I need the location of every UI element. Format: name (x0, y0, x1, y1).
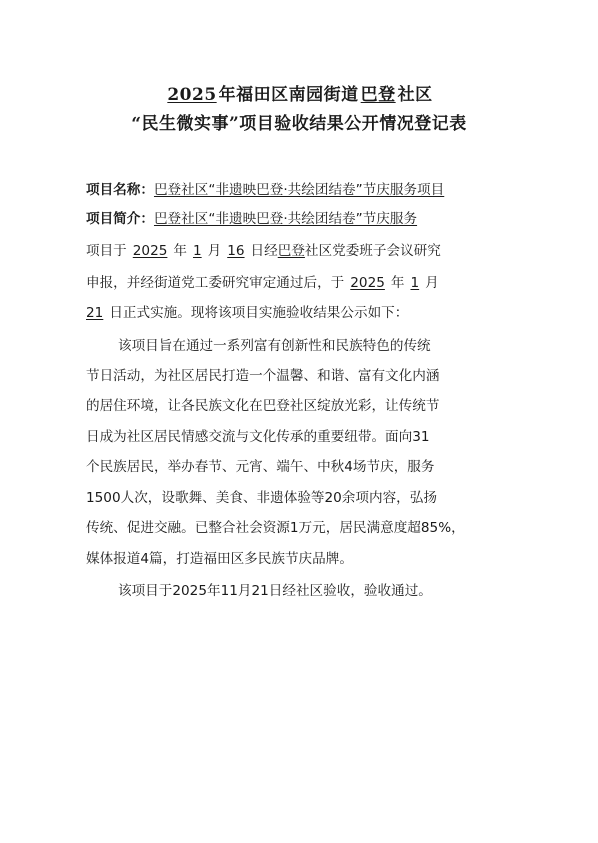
text-segment: 日经 (250, 243, 278, 259)
start-day: 16 (227, 243, 245, 259)
project-date-line (86, 239, 441, 259)
body-line: 媒体报道4篇，打造福田区多民族节庆品牌。 (86, 551, 353, 567)
conclusion-line: 该项目于2025年11月21日经社区验收，验收通过。 (118, 583, 432, 599)
title-part1: 年福田区南园街道 (218, 85, 359, 105)
project-intro-row (86, 207, 417, 227)
body-line: 的居住环境，让各民族文化在巴登社区绽放光彩，让传统节 (86, 398, 440, 414)
text-segment: 年 (390, 275, 405, 291)
body-line: 日成为社区居民情感交流与文化传承的重要纽带。面向31 (86, 429, 430, 445)
approval-line (86, 271, 439, 291)
implementation-line (86, 301, 408, 321)
project-name-value: 巴登社区“非遗映巴登·共绘团结卷”节庆服务项目 (153, 182, 445, 198)
text-segment: 月 (425, 275, 439, 291)
title-year: 2025 (167, 85, 217, 105)
body-line: 个民族居民，举办春节、元宵、端午、中秋4场节庆，服务 (86, 459, 435, 475)
impl-day: 21 (86, 305, 104, 321)
body-line: 该项目旨在通过一系列富有创新性和民族特色的传统 (118, 338, 431, 354)
project-name-row (86, 178, 444, 198)
impl-year: 2025 (350, 275, 385, 291)
body-line: 1500人次，设歌舞、美食、非遗体验等20余项内容，弘扬 (86, 490, 437, 506)
project-intro-value: 巴登社区“非遗映巴登·共绘团结卷”节庆服务 (153, 211, 418, 227)
title-line-2: “民生微实事”项目验收结果公开情况登记表 (131, 114, 467, 134)
start-month: 1 (192, 243, 202, 259)
start-year: 2025 (132, 243, 168, 259)
body-line: 传统、促进交融。已整合社会资源1万元，居民满意度超85%， (86, 520, 465, 536)
text-segment: 年 (173, 243, 187, 259)
text-segment: 月 (207, 243, 222, 259)
text-segment: 社区党委班子会议研究 (304, 243, 441, 259)
text-segment: 项目于 (86, 243, 127, 259)
title-community: 巴登 (360, 85, 396, 105)
title-part2: 社区 (397, 85, 433, 105)
project-name-label: 项目名称： (86, 182, 154, 198)
project-intro-label: 项目简介： (86, 211, 154, 227)
community-name: 巴登 (277, 243, 305, 259)
body-line: 节日活动，为社区居民打造一个温馨、和谐、富有文化内涵 (86, 368, 440, 384)
text-segment: 申报，并经街道党工委研究审定通过后，于 (86, 275, 345, 291)
title-line-1 (0, 80, 598, 105)
impl-month: 1 (410, 275, 420, 291)
text-segment: 日正式实施。现将该项目实施验收结果公示如下： (109, 305, 409, 321)
